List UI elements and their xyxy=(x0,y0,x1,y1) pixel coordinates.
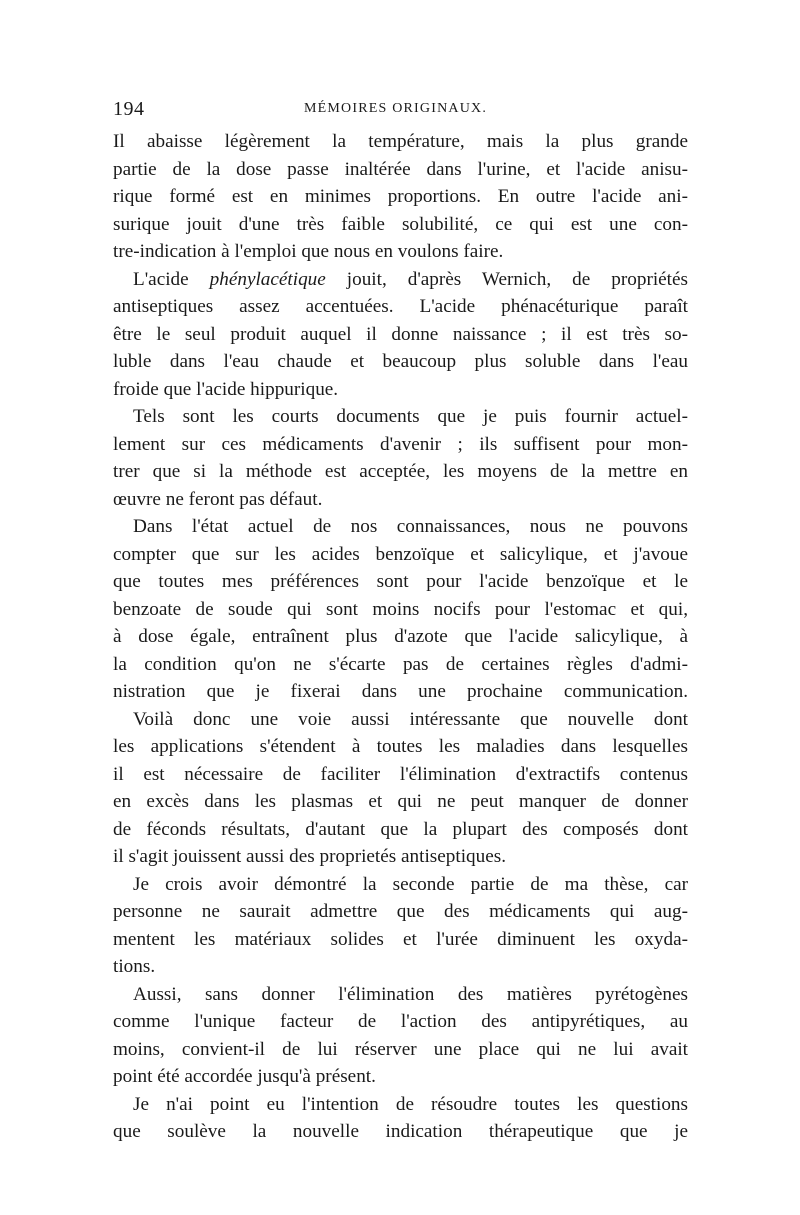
text-line: compter que sur les acides benzoïque et salicylique, et j'avoue xyxy=(113,543,688,565)
text-line: Il abaisse légèrement la température, mais la plus grande xyxy=(113,131,688,152)
text-line: benzoate de soude qui sont moins nocifs pour l'estomac et qui, xyxy=(113,598,688,620)
text-line: il est nécessaire de faciliter l'élimination d'extractifs contenus xyxy=(113,763,688,785)
text-line: œuvre ne feront pas défaut. xyxy=(113,488,323,510)
text-line: de féconds résultats, d'autant que la plupart des composés dont xyxy=(113,818,688,840)
page-header xyxy=(113,98,688,124)
paragraph xyxy=(113,871,688,981)
text-line: Tels sont les courts documents que je puis fournir actuel- xyxy=(133,406,688,427)
text-line: trer que si la méthode est acceptée, les moyens de la mettre en xyxy=(113,461,688,482)
text-line: que toutes mes préférences sont pour l'acide benzoïque et le xyxy=(113,571,688,592)
text-line: luble dans l'eau chaude et beaucoup plus soluble dans l'eau xyxy=(113,351,688,372)
text-line: point été accordée jusqu'à présent. xyxy=(113,1066,376,1087)
text-line: partie de la dose passe inaltérée dans l'urine, et l'acide anisu- xyxy=(113,158,688,180)
text-line: Voilà donc une voie aussi intéressante que nouvelle dont xyxy=(133,708,688,730)
text-line: froide que l'acide hippurique. xyxy=(113,378,339,400)
text-line: que soulève la nouvelle indication thérapeutique que je xyxy=(113,1121,688,1142)
text-line: Aussi, sans donner l'élimination des matières pyrétogènes xyxy=(133,983,688,1005)
text-line: moins, convient-il de lui réserver une place qui ne lui avait xyxy=(113,1038,688,1060)
text-line: les applications s'étendent à toutes les maladies dans lesquelles xyxy=(113,736,688,757)
text-line: rique formé est en minimes proportions. En outre l'acide ani- xyxy=(113,186,688,207)
italic-term: phénylacétique xyxy=(209,268,326,290)
paragraph xyxy=(113,981,688,1091)
text-run: L'acide xyxy=(133,268,210,290)
page-number: 194 xyxy=(113,98,145,120)
paragraph xyxy=(113,1091,688,1146)
text-line: à dose égale, entraînent plus d'azote que l'acide salicylique, à xyxy=(113,626,688,647)
text-line: la condition qu'on ne s'écarte pas de certaines règles d'admi- xyxy=(113,653,688,675)
paragraph xyxy=(113,128,688,266)
text-line: comme l'unique facteur de l'action des antipyrétiques, au xyxy=(113,1011,688,1032)
text-line: surique jouit d'une très faible solubilité, ce qui est une con- xyxy=(113,213,688,235)
text-line: lement sur ces médicaments d'avenir ; ils suffisent pour mon- xyxy=(113,433,688,455)
text-line: tre-indication à l'emploi que nous en voulons faire. xyxy=(113,241,504,262)
text-line xyxy=(113,266,688,294)
text-line: être le seul produit auquel il donne naissance ; il est très so- xyxy=(113,323,688,345)
text-line: nistration que je fixerai dans une prochaine communication. xyxy=(113,681,688,702)
paragraph xyxy=(113,266,688,404)
text-line: en excès dans les plasmas et qui ne peut manquer de donner xyxy=(113,791,688,812)
text-line: Je crois avoir démontré la seconde partie de ma thèse, car xyxy=(133,873,688,895)
text-line: antiseptiques assez accentuées. L'acide phénacéturique paraît xyxy=(113,296,688,317)
text-line: personne ne saurait admettre que des médicaments qui aug- xyxy=(113,901,688,922)
text-line: Je n'ai point eu l'intention de résoudre toutes les questions xyxy=(133,1093,688,1115)
paragraph xyxy=(113,706,688,871)
running-title: MÉMOIRES ORIGINAUX. xyxy=(304,101,488,116)
text-run: jouit, d'après Wernich, de propriétés xyxy=(325,268,688,290)
text-line: Dans l'état actuel de nos connaissances, nous ne pouvons xyxy=(133,516,688,537)
body-text xyxy=(113,128,688,1146)
text-line: il s'agit jouissent aussi des proprietés antiseptiques. xyxy=(113,846,507,867)
text-line: tions. xyxy=(113,956,156,977)
paragraph xyxy=(113,403,688,513)
text-line: mentent les matériaux solides et l'urée diminuent les oxyda- xyxy=(113,928,688,950)
paragraph xyxy=(113,513,688,706)
